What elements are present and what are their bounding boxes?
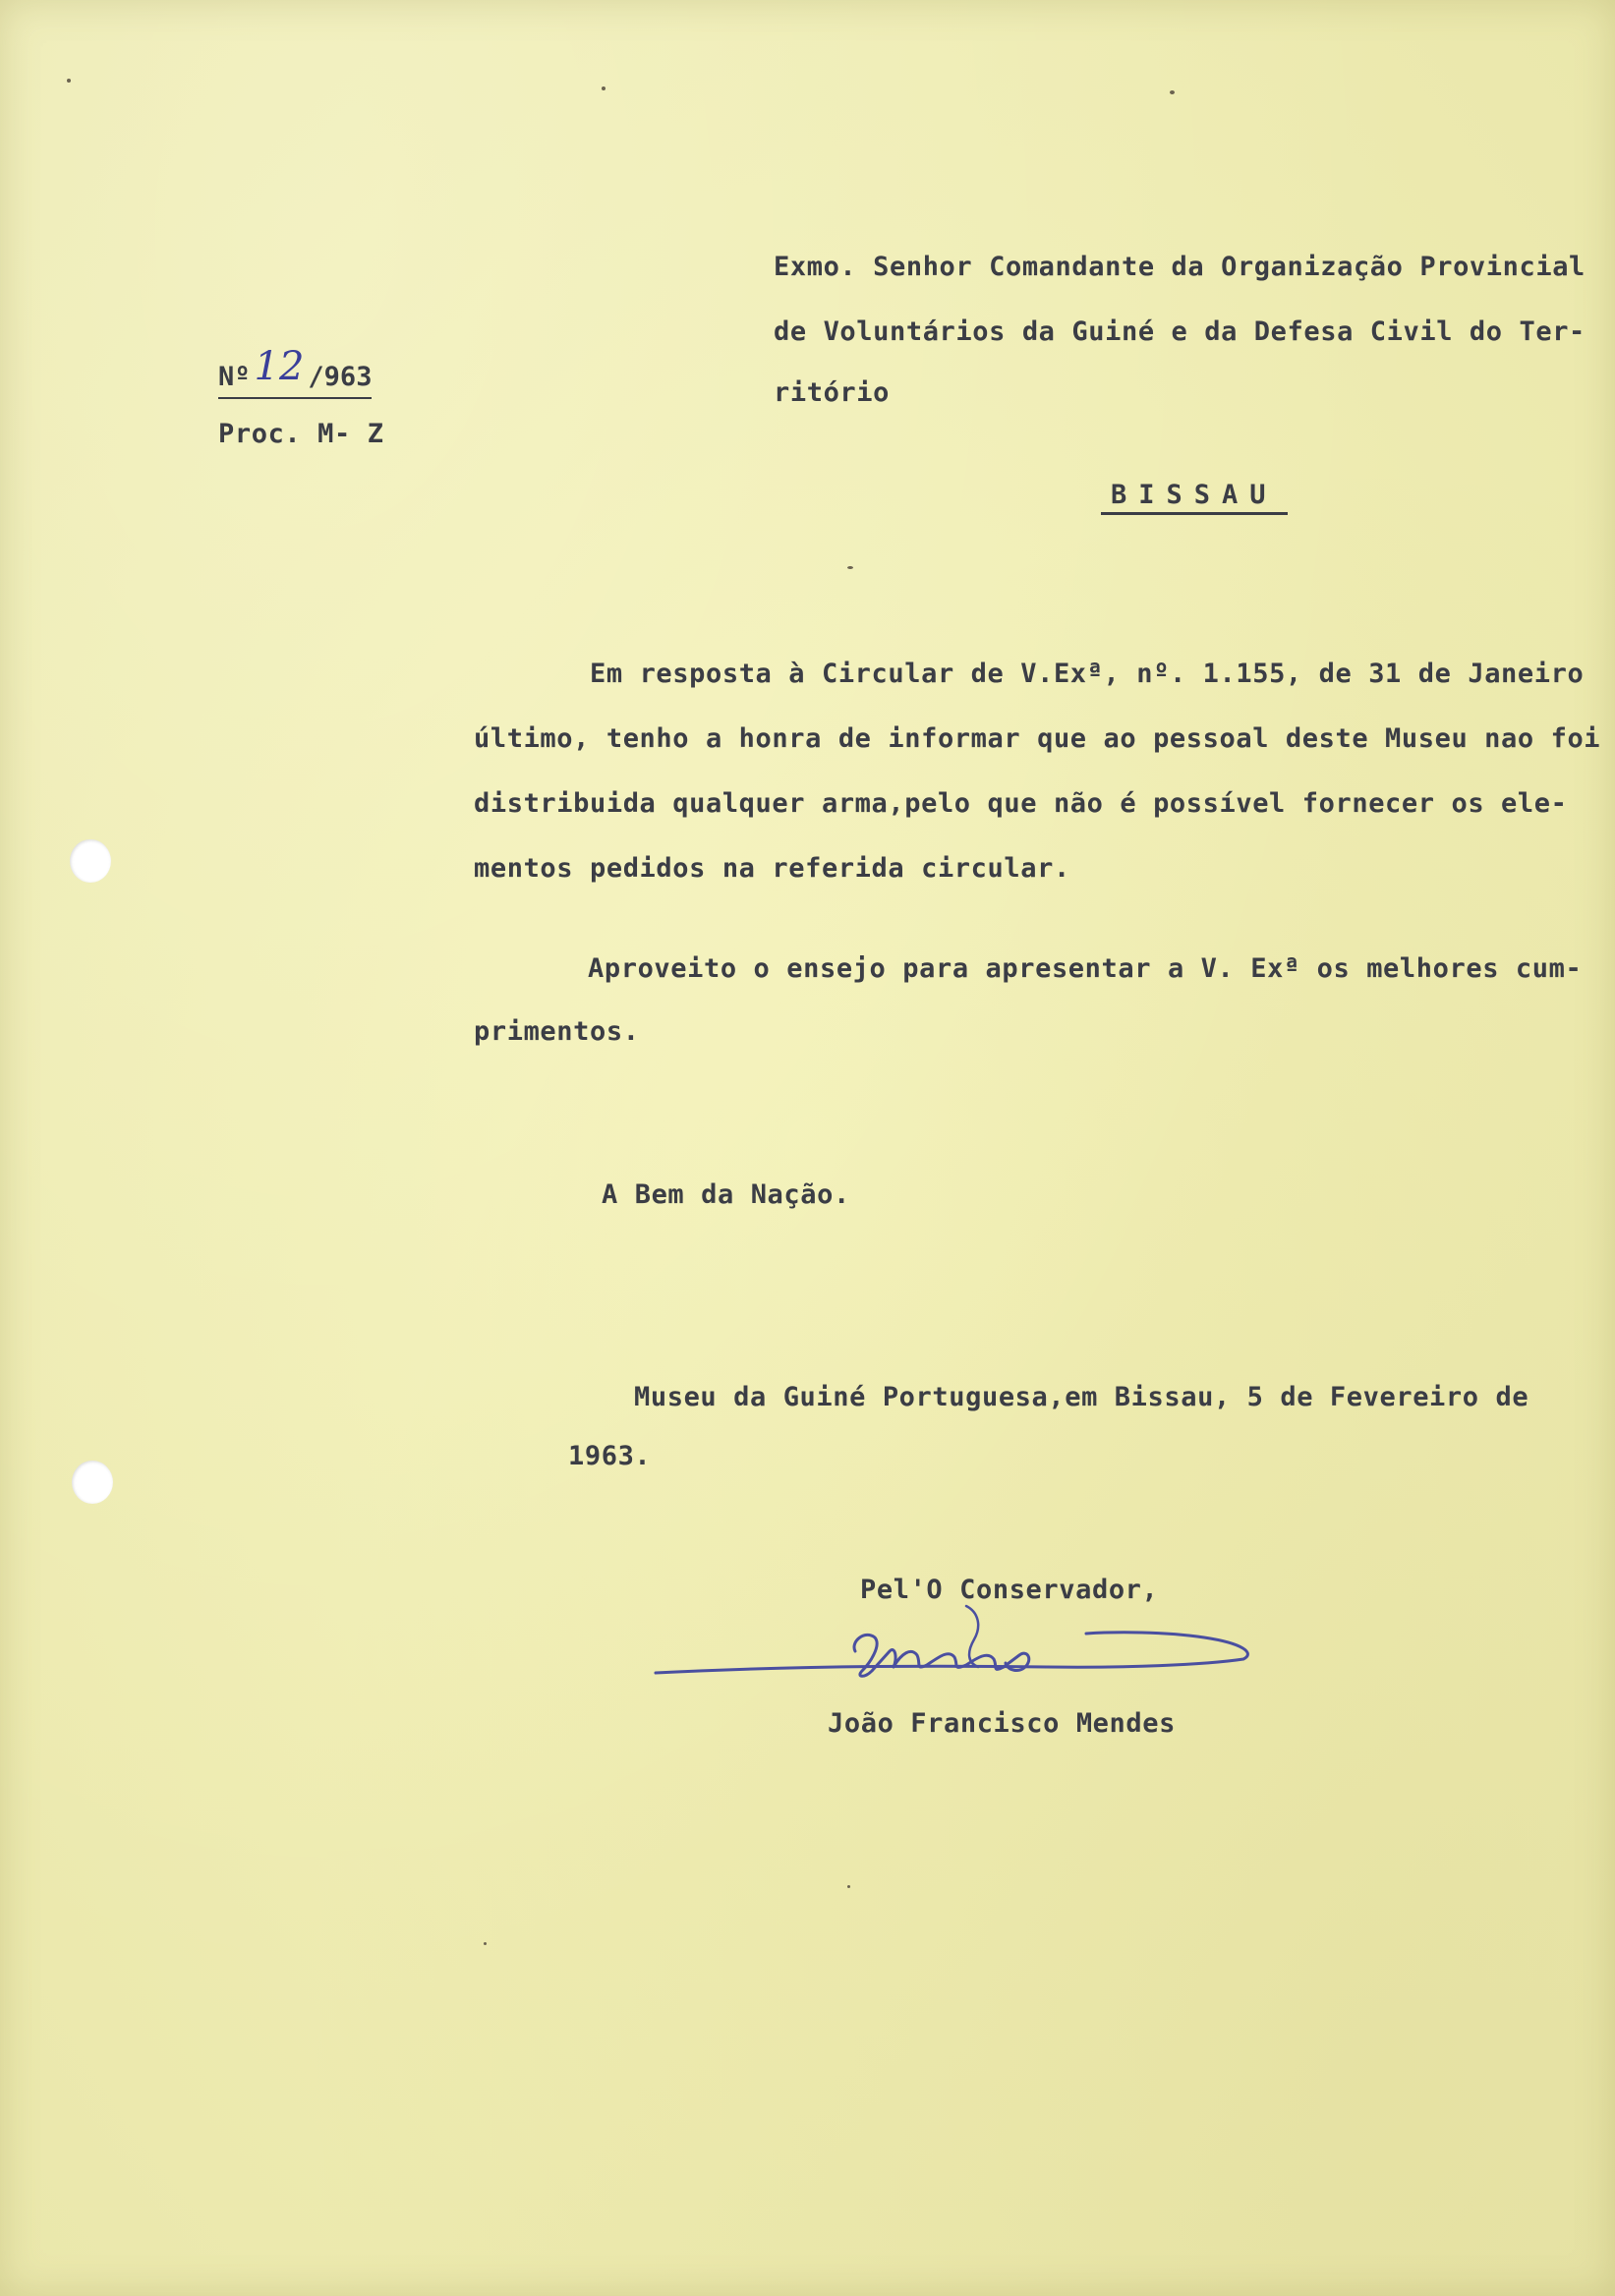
paper-speck — [1170, 90, 1175, 94]
addressee-city-text: BISSAU — [1101, 480, 1288, 515]
addressee-city — [1101, 480, 1288, 510]
addressee-line-1: Exmo. Senhor Comandante da Organização Provincial — [774, 252, 1586, 282]
place-date-line-1: Museu da Guiné Portuguesa,em Bissau, 5 de Fevereiro de — [634, 1382, 1529, 1412]
body-paragraph-1-line-1: Em resposta à Circular de V.Exª, nº. 1.155, de 31 de Janeiro — [590, 659, 1585, 689]
paper-speck — [847, 566, 853, 569]
place-date-line-2: 1963. — [568, 1441, 652, 1471]
paper-speck — [67, 79, 71, 83]
reference-number-handwritten: 12 — [254, 344, 305, 389]
paper-speck — [602, 86, 606, 90]
punch-hole-lower — [72, 1461, 113, 1504]
body-paragraph-1-line-3: distribuida qualquer arma,pelo que não é possível fornecer os ele- — [474, 788, 1568, 819]
closing-salutation: A Bem da Nação. — [602, 1179, 850, 1210]
addressee-line-2: de Voluntários da Guiné e da Defesa Civil do Ter- — [774, 316, 1586, 347]
reference-number-prefix: Nº — [218, 362, 251, 392]
paper-speck — [484, 1942, 487, 1945]
body-paragraph-2-line-2: primentos. — [474, 1016, 640, 1047]
handwritten-signature — [654, 1602, 1263, 1700]
paper-speck — [847, 1885, 850, 1888]
process-reference: Proc. M- Z — [218, 419, 384, 449]
reference-number-suffix: /963 — [308, 362, 373, 392]
reference-number — [218, 344, 373, 399]
addressee-line-3: ritório — [774, 377, 890, 408]
body-paragraph-1-line-2: último, tenho a honra de informar que ao pessoal deste Museu nao foi — [474, 723, 1601, 754]
body-paragraph-1-line-4: mentos pedidos na referida circular. — [474, 853, 1070, 884]
punch-hole-upper — [70, 839, 111, 883]
body-paragraph-2-line-1: Aproveito o ensejo para apresentar a V. Exª os melhores cum- — [588, 953, 1583, 984]
signatory-role: Pel'O Conservador, — [860, 1575, 1159, 1605]
signatory-name: João Francisco Mendes — [828, 1708, 1176, 1739]
